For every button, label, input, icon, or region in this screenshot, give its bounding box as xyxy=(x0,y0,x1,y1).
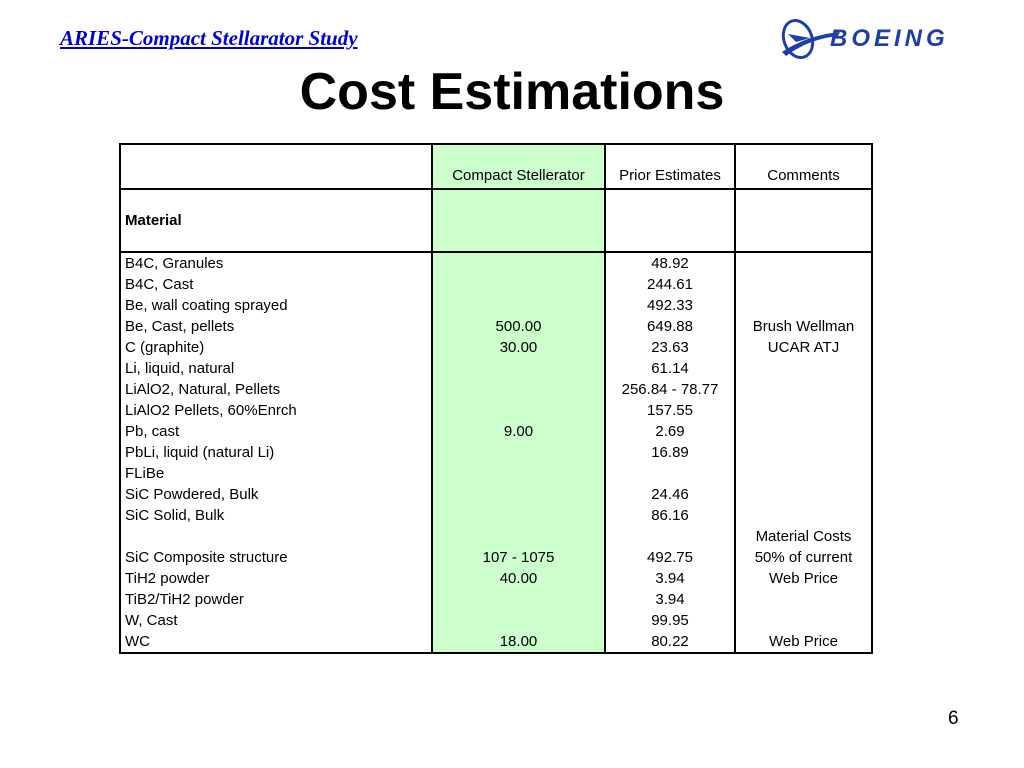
compact-stellerator-cell xyxy=(432,526,605,547)
header-comments: Comments xyxy=(735,144,872,189)
prior-estimate-cell: 649.88 xyxy=(605,316,735,337)
section-cell xyxy=(605,189,735,252)
prior-estimate-cell: 256.84 - 78.77 xyxy=(605,379,735,400)
material-name-cell: PbLi, liquid (natural Li) xyxy=(120,442,432,463)
comment-cell: Material Costs xyxy=(755,528,852,545)
table-row xyxy=(120,568,872,589)
comment-cell: Web Price xyxy=(769,633,838,650)
material-name-cell: W, Cast xyxy=(120,610,432,631)
comment-cell xyxy=(735,442,872,463)
comment-cell xyxy=(735,379,872,400)
table-header-row xyxy=(120,144,872,189)
table-row xyxy=(120,252,872,274)
compact-stellerator-cell xyxy=(432,358,605,379)
prior-estimate-cell: 157.55 xyxy=(605,400,735,421)
table-row xyxy=(120,295,872,316)
table-row xyxy=(120,316,872,337)
comment-cell: Web Price xyxy=(769,570,838,587)
table-row xyxy=(120,484,872,505)
table-row xyxy=(120,274,872,295)
page-number: 6 xyxy=(948,708,959,729)
header-cell-blank xyxy=(120,144,432,189)
prior-estimate-cell: 61.14 xyxy=(605,358,735,379)
prior-estimate-cell: 492.75 xyxy=(605,547,735,568)
material-name-cell: Li, liquid, natural xyxy=(120,358,432,379)
material-name-cell: FLiBe xyxy=(120,463,432,484)
section-row-material xyxy=(120,189,872,252)
prior-estimate-cell: 23.63 xyxy=(605,337,735,358)
prior-estimate-cell: 80.22 xyxy=(605,631,735,653)
prior-estimate-cell: 3.94 xyxy=(605,589,735,610)
compact-stellerator-cell xyxy=(432,484,605,505)
comment-cell xyxy=(735,295,872,316)
compact-stellerator-cell xyxy=(432,379,605,400)
compact-stellerator-cell xyxy=(432,610,605,631)
table-row xyxy=(120,463,872,484)
comment-cell: Brush Wellman xyxy=(752,318,855,335)
compact-stellerator-cell: 500.00 xyxy=(432,316,605,337)
material-name-cell: C (graphite) xyxy=(120,337,432,358)
table-row xyxy=(120,505,872,526)
prior-estimate-cell xyxy=(605,463,735,484)
compact-stellerator-cell xyxy=(432,252,605,274)
material-name-cell: Pb, cast xyxy=(120,421,432,442)
compact-stellerator-cell xyxy=(432,505,605,526)
cost-table-container xyxy=(119,143,873,654)
prior-estimate-cell: 2.69 xyxy=(605,421,735,442)
comment-cell xyxy=(735,463,872,484)
prior-estimate-cell: 492.33 xyxy=(605,295,735,316)
material-name-cell: SiC Solid, Bulk xyxy=(120,505,432,526)
material-name-cell: SiC Powdered, Bulk xyxy=(120,484,432,505)
compact-stellerator-cell: 40.00 xyxy=(432,568,605,589)
table-row xyxy=(120,400,872,421)
cost-table xyxy=(119,143,873,654)
material-name-cell xyxy=(120,526,432,547)
compact-stellerator-cell xyxy=(432,295,605,316)
boeing-wordmark: BOEING xyxy=(830,25,949,52)
comment-cell xyxy=(735,274,872,295)
compact-stellerator-cell xyxy=(432,400,605,421)
compact-stellerator-cell xyxy=(432,463,605,484)
material-name-cell: TiB2/TiH2 powder xyxy=(120,589,432,610)
prior-estimate-cell: 48.92 xyxy=(605,252,735,274)
section-label: Material xyxy=(120,189,432,252)
header-prior-estimates: Prior Estimates xyxy=(605,144,735,189)
prior-estimate-cell: 244.61 xyxy=(605,274,735,295)
prior-estimate-cell: 16.89 xyxy=(605,442,735,463)
material-name-cell: Be, Cast, pellets xyxy=(120,316,432,337)
comment-cell xyxy=(735,589,872,610)
prior-estimate-cell: 86.16 xyxy=(605,505,735,526)
compact-stellerator-cell xyxy=(432,589,605,610)
comment-cell: 50% of current xyxy=(754,549,853,566)
material-name-cell: SiC Composite structure xyxy=(120,547,432,568)
material-name-cell: LiAlO2 Pellets, 60%Enrch xyxy=(120,400,432,421)
header-compact-stellerator: Compact Stellerator xyxy=(432,144,605,189)
material-name-cell: Be, wall coating sprayed xyxy=(120,295,432,316)
comment-cell xyxy=(735,484,872,505)
comment-cell xyxy=(735,421,872,442)
comment-cell xyxy=(735,400,872,421)
compact-stellerator-cell: 30.00 xyxy=(432,337,605,358)
material-name-cell: WC xyxy=(120,631,432,653)
table-row xyxy=(120,589,872,610)
table-row xyxy=(120,358,872,379)
material-name-cell: B4C, Cast xyxy=(120,274,432,295)
table-row xyxy=(120,379,872,400)
compact-stellerator-cell: 18.00 xyxy=(432,631,605,653)
prior-estimate-cell: 24.46 xyxy=(605,484,735,505)
table-row xyxy=(120,337,872,358)
comment-cell xyxy=(735,358,872,379)
comment-cell xyxy=(735,505,872,526)
prior-estimate-cell xyxy=(605,526,735,547)
table-row xyxy=(120,442,872,463)
compact-stellerator-cell: 9.00 xyxy=(432,421,605,442)
material-name-cell: LiAlO2, Natural, Pellets xyxy=(120,379,432,400)
section-cell xyxy=(735,189,872,252)
table-row xyxy=(120,610,872,631)
boeing-logo xyxy=(780,12,995,66)
study-title-link[interactable]: ARIES-Compact Stellarator Study xyxy=(60,26,358,50)
table-row xyxy=(120,631,872,653)
material-name-cell: TiH2 powder xyxy=(120,568,432,589)
page-title: Cost Estimations xyxy=(299,63,725,121)
compact-stellerator-cell xyxy=(432,274,605,295)
comment-cell xyxy=(735,610,872,631)
section-cell xyxy=(432,189,605,252)
comment-cell xyxy=(735,252,872,274)
compact-stellerator-cell xyxy=(432,442,605,463)
table-row xyxy=(120,421,872,442)
prior-estimate-cell: 99.95 xyxy=(605,610,735,631)
comment-cell: UCAR ATJ xyxy=(767,339,840,356)
prior-estimate-cell: 3.94 xyxy=(605,568,735,589)
material-name-cell: B4C, Granules xyxy=(120,252,432,274)
table-row xyxy=(120,547,872,568)
table-row xyxy=(120,526,872,547)
boeing-logo-icon xyxy=(780,12,995,66)
compact-stellerator-cell: 107 - 1075 xyxy=(432,547,605,568)
